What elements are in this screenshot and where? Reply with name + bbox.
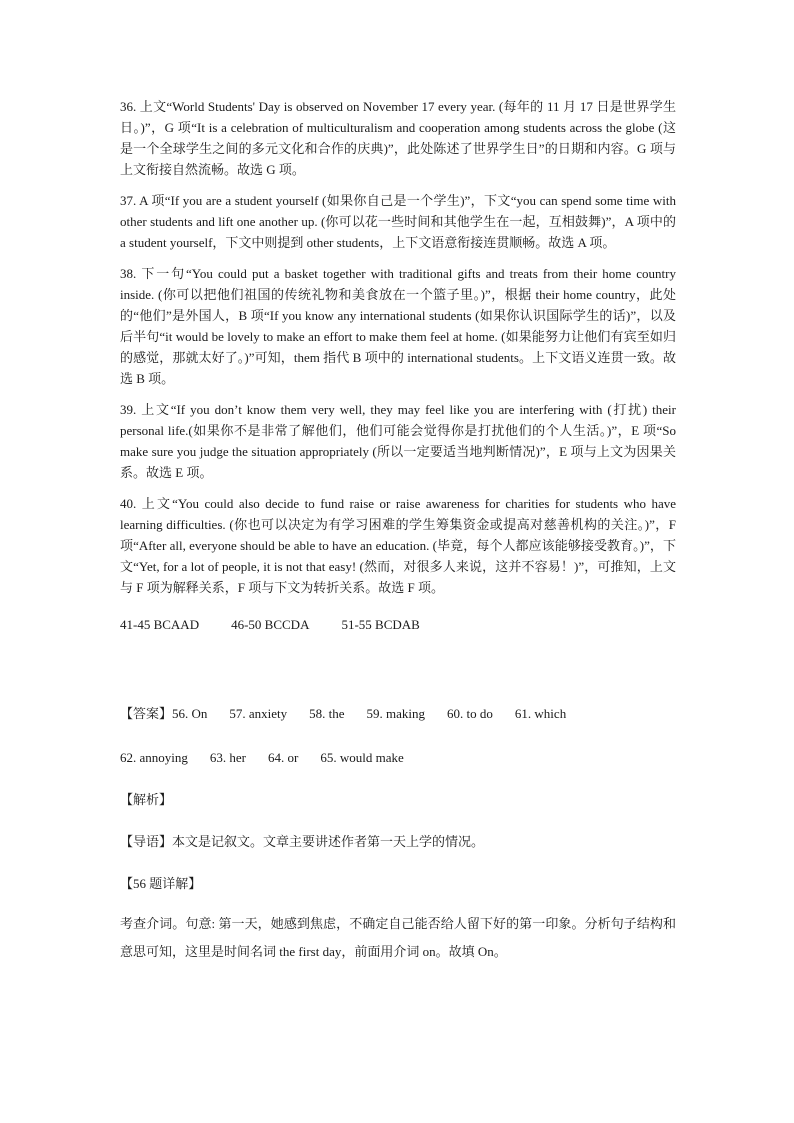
document-page xyxy=(120,96,676,976)
detail-label-56: 【56 题详解】 xyxy=(120,876,202,891)
answer-item: 58. the xyxy=(309,706,345,721)
explanation-36: 36. 上文“World Students' Day is observed on November 17 every year. (每年的 11 月 17 日是世界学生日。)”，G 项“It is a celebration of multiculturalism and cooperation among students across the globe (这是一个全球学生之间的多元文化和合作的庆典)”，此处陈述了世界学生日”的日期和内容。G 项与上文衔接自然流畅。故选 G 项。 xyxy=(120,99,676,177)
answer-item: 62. annoying xyxy=(120,750,188,765)
explanation-37: 37. A 项“If you are a student yourself (如果你自己是一个学生)”，下文“you can spend some time with other students and lift one another up. (你可以花一些时间和其他学生在一起，互相鼓舞)”，A 项中的 a student yourself，下文中则提到 other students，上下文语意衔接连贯顺畅。故选 A 项。 xyxy=(120,193,676,250)
guide-text: 【导语】本文是记叙文。文章主要讲述作者第一天上学的情况。 xyxy=(120,834,485,849)
answer-item: 【答案】56. On xyxy=(120,706,208,721)
answer-item: 61. which xyxy=(514,706,567,721)
answers-row-1 xyxy=(120,703,676,724)
answers-row-2 xyxy=(120,747,676,768)
answer-item: 64. or xyxy=(268,750,299,765)
explanation-40: 40. 上文“You could also decide to fund raise or raise awareness for charities for students who have learning difficulties. (你也可以决定为有学习困难的学生筹集资金或提高对慈善机构的关注。)”，F 项“After all, everyone should be able to have an education. (毕竟，每个人都应该能够接受教育。)”，下文“Yet, for a lot of people, it is not that easy! (然而，对很多人来说，这并不容易！)”，可推知，上文与 F 项为解释关系，F 项与下文为转折关系。故选 F 项。 xyxy=(120,496,676,595)
explanation-38: 38. 下一句“You could put a basket together with traditional gifts and treats from their home country inside. (你可以把他们祖国的传统礼物和美食放在一个篮子里。)”，根据 their home country，此处的“他们”是外国人，B 项“If you know any international students (如果你认识国际学生的话)”，以及后半句“it would be lovely to make an effort to make them feel at home. (如果能努力让他们有宾至如归的感觉，那就太好了。)”可知，them 指代 B 项中的 international students。上下文语义连贯一致。故选 B 项。 xyxy=(120,266,676,386)
answer-key-row xyxy=(120,614,676,635)
answer-key-41-45: 41-45 BCAAD xyxy=(120,617,200,632)
answer-item: 59. making xyxy=(366,706,426,721)
analysis-label: 【解析】 xyxy=(120,792,173,807)
answer-item: 65. would make xyxy=(320,750,404,765)
answer-key-46-50: 46-50 BCCDA xyxy=(231,617,310,632)
answer-key-51-55: 51-55 BCDAB xyxy=(341,617,420,632)
answer-item: 60. to do xyxy=(447,706,493,721)
answer-item: 63. her xyxy=(209,750,246,765)
answer-item: 57. anxiety xyxy=(229,706,288,721)
answers-block xyxy=(120,703,676,768)
explanation-39: 39. 上文“If you don’t know them very well, they may feel like you are interfering with (打扰) their personal life.(如果你不是非常了解他们，他们可能会觉得你是打扰他们的个人生活。)”，E 项“So make sure you judge the situation appropriately (所以一定要适当地判断情况)”，E 项与上文为因果关系。故选 E 项。 xyxy=(120,402,676,480)
detail-text-56: 考查介词。句意: 第一天，她感到焦虑，不确定自己能否给人留下好的第一印象。分析句子结构和意思可知，这里是时间名词 the first day，前面用介词 on。故填 On。 xyxy=(120,916,676,959)
